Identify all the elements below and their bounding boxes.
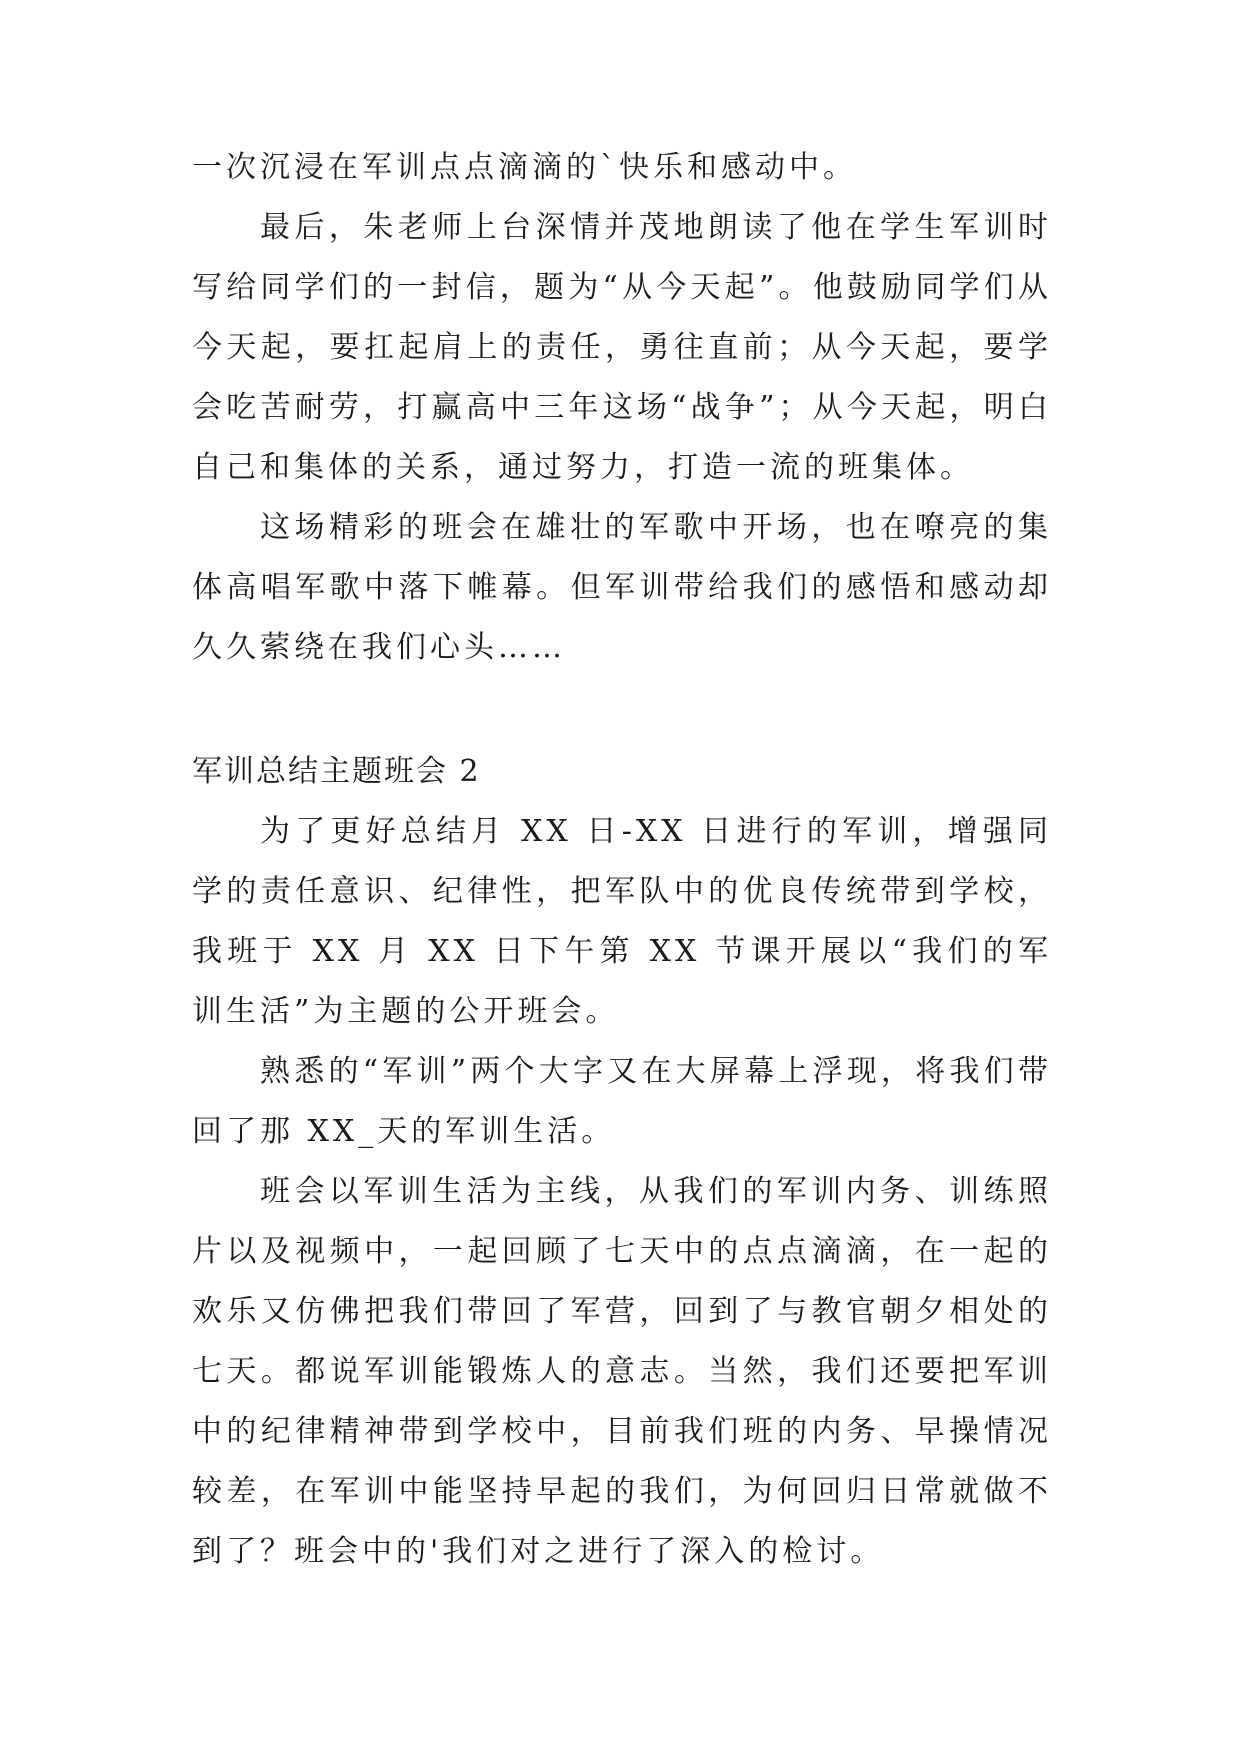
- section-spacer: [192, 678, 1052, 742]
- paragraph-intro: 为了更好总结月 XX 日-XX 日进行的军训，增强同学的责任意识、纪律性，把军队中的优良传统带到学校，我班于 XX 月 XX 日下午第 XX 节课开展以“我们的军训生活”为主题的公开班会。: [192, 814, 1052, 1029]
- paragraph-teacher-letter: 最后，朱老师上台深情并茂地朗读了他在学生军训时写给同学们的一封信，题为“从今天起”。他鼓励同学们从今天起，要扛起肩上的责任，勇往直前；从今天起，要学会吃苦耐劳，打赢高中三年这场“战争”；从今天起，明白自己和集体的关系，通过努力，打造一流的班集体。: [192, 210, 1052, 485]
- paragraph-continuation: 一次沉浸在军训点点滴滴的`快乐和感动中。: [192, 150, 857, 185]
- paragraph-closing: 这场精彩的班会在雄壮的军歌中开场，也在嘹亮的集体高唱军歌中落下帷幕。但军训带给我们的感悟和感动却久久萦绕在我们心头……: [192, 510, 1052, 665]
- paragraph-screen: 熟悉的“军训”两个大字又在大屏幕上浮现，将我们带回了那 XX_天的军训生活。: [192, 1054, 1052, 1149]
- section-heading: 军训总结主题班会 2: [192, 754, 481, 789]
- paragraph-review: 班会以军训生活为主线，从我们的军训内务、训练照片以及视频中，一起回顾了七天中的点点滴滴，在一起的欢乐又仿佛把我们带回了军营，回到了与教官朝夕相处的七天。都说军训能锻炼人的意志。当然，我们还要把军训中的纪律精神带到学校中，目前我们班的内务、早操情况较差，在军训中能坚持早起的我们，为何回归日常就做不到了？班会中的'我们对之进行了深入的检讨。: [192, 1174, 1052, 1569]
- document-body: [192, 138, 1052, 1582]
